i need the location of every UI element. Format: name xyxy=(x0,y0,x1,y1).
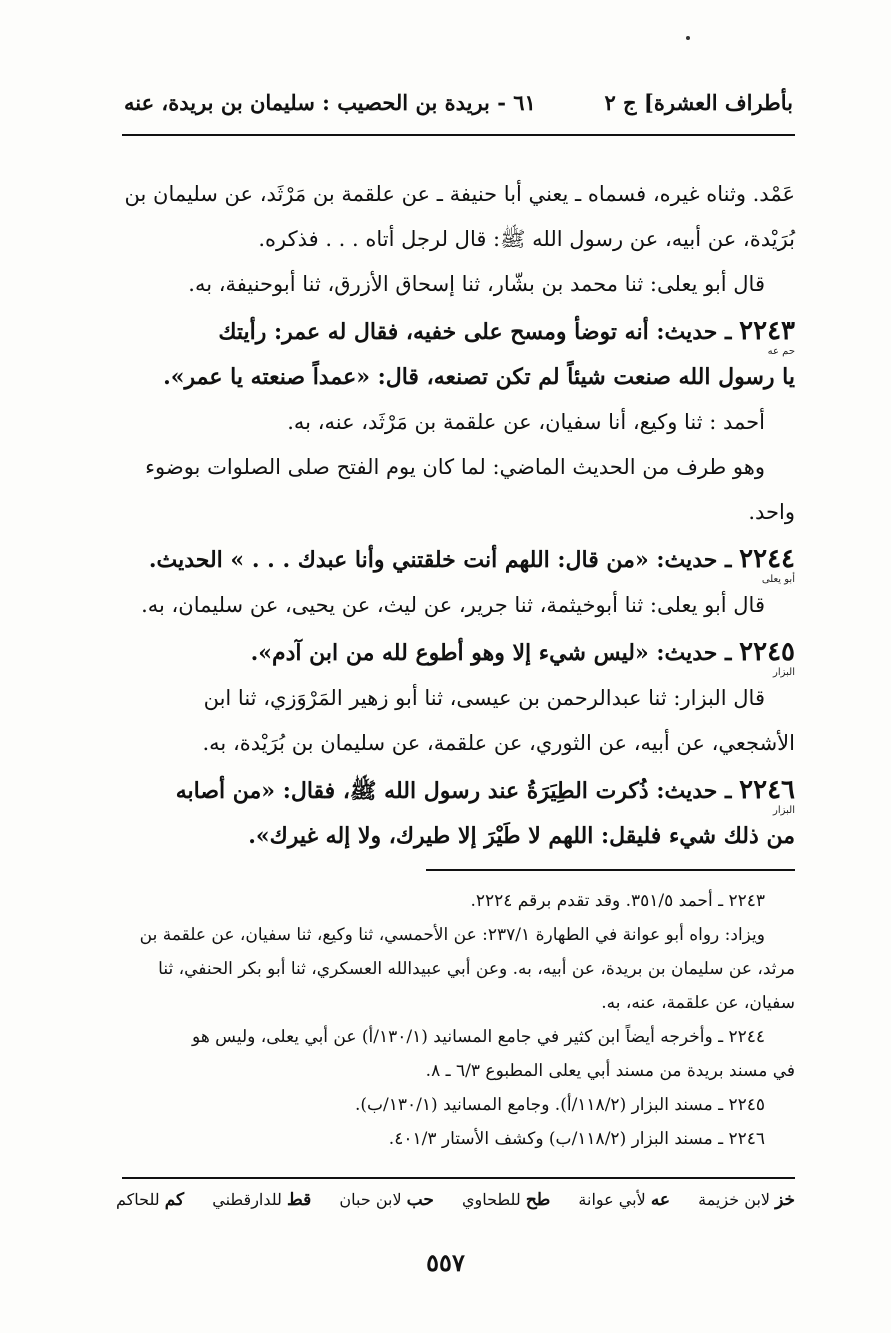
footnote: ٢٢٤٦ ـ مسند البزار (١١٨/٢/ب) وكشف الأستار ٤٠١/٣. xyxy=(388,1129,765,1149)
hadith-number: ٢٢٤٣ xyxy=(739,316,795,346)
abbreviation-item: كم للحاكم xyxy=(116,1190,185,1210)
footnote-line: في مسند بريدة من مسند أبي يعلى المطبوع ٦/٣ ـ ٨. xyxy=(425,1061,795,1081)
isnad-ahmad: أحمد : ثنا وكيع، أنا سفيان، عن علقمة بن مَرْثَد، عنه، به. xyxy=(287,410,765,434)
hadith-2246 xyxy=(124,768,795,859)
text-line: قال البزار: ثنا عبدالرحمن بن عيسى، ثنا أبو زهير المَرْوَزي، ثنا ابن xyxy=(203,686,765,710)
page-number: ٥٥٧ xyxy=(426,1248,465,1277)
header-rule xyxy=(122,134,795,136)
abbreviation-item: حب لابن حبان xyxy=(339,1190,434,1210)
speck xyxy=(686,36,690,40)
footnote-rule xyxy=(426,869,795,871)
hadith-number: ٢٢٤٥ xyxy=(739,637,795,667)
footnotes xyxy=(124,884,795,1156)
text-line: بُرَيْدة، عن أبيه، عن رسول الله ﷺ: قال لرجل أتاه . . . فذكره. xyxy=(258,227,795,251)
hadith-2244 xyxy=(124,537,795,585)
abbreviations-key xyxy=(116,1190,795,1210)
abbreviation-item: طح للطحاوي xyxy=(461,1190,551,1210)
footnote-line: ٢٢٤٤ ـ وأخرجه أيضاً ابن كثير في جامع المسانيد (١٣٠/١/أ) عن أبي يعلى، وليس هو xyxy=(192,1027,765,1047)
hadith-2243 xyxy=(124,309,795,400)
abbreviation-item: عه لأبي عوانة xyxy=(578,1190,671,1210)
footnote-line: مرثد، عن سليمان بن بريدة، عن أبيه، به. وعن أبي عبيدالله العسكري، ثنا أبو بكر الحنفي، ثنا xyxy=(158,959,795,979)
hadith-text: ـ حديث: «ليس شيء إلا وهو أطوع لله من ابن آدم». xyxy=(250,640,732,666)
header-volume: بأطراف العشرة] ج ٢ xyxy=(604,90,793,115)
hadith-text: ـ حديث: ذُكرت الطِيَرَةُ عند رسول الله ﷺ، فقال: «من أصابه xyxy=(175,778,732,804)
hadith-text: ـ حديث: «من قال: اللهم أنت خلقتني وأنا عبدك . . . » الحديث. xyxy=(148,547,732,573)
hadith-number: ٢٢٤٤ xyxy=(739,544,795,574)
text-line: الأشجعي، عن أبيه، عن الثوري، عن علقمة، عن سليمان بن بُرَيْدة، به. xyxy=(202,731,795,755)
text-line: واحد. xyxy=(748,500,795,524)
margin-source: حم عه xyxy=(767,346,795,357)
isnad-abu-yala: قال أبو يعلى: ثنا محمد بن بشّار، ثنا إسحاق الأزرق، ثنا أبوحنيفة، به. xyxy=(188,272,765,296)
abbreviation-item: قط للدارقطني xyxy=(212,1190,312,1210)
isnad-abu-yala-2: قال أبو يعلى: ثنا أبوخيثمة، ثنا جرير، عن ليث، عن يحيى، عن سليمان، به. xyxy=(141,593,765,617)
hadith-text: يا رسول الله صنعت شيئاً لم تكن تصنعه، قال: «عمداً صنعته يا عمر». xyxy=(163,364,795,390)
abbreviations-rule xyxy=(122,1177,795,1179)
hadith-2245 xyxy=(124,630,795,678)
main-text xyxy=(124,172,795,859)
footnote-line: سفيان، عن علقمة، عنه، به. xyxy=(601,993,795,1013)
footnote-line: ويزاد: رواه أبو عوانة في الطهارة ٢٣٧/١: عن الأحمسي، ثنا وكيع، ثنا سفيان، عن علقمة بن xyxy=(139,925,765,945)
text-line: عَمْد. وثناه غيره، فسماه ـ يعني أبا حنيفة ـ عن علقمة بن مَرْثَد، عن سليمان بن xyxy=(124,182,795,206)
margin-source: البزار xyxy=(773,667,795,678)
footnote: ٢٢٤٥ ـ مسند البزار (١١٨/٢/أ). وجامع المسانيد (١٣٠/١/ب). xyxy=(355,1095,765,1115)
isnad-bazzar xyxy=(124,676,795,766)
margin-source: أبو يعلى xyxy=(761,574,795,585)
footnote: ٢٢٤٣ ـ أحمد ٣٥١/٥. وقد تقدم برقم ٢٢٢٤. xyxy=(470,891,765,911)
hadith-number: ٢٢٤٦ xyxy=(739,775,795,805)
paragraph xyxy=(124,172,795,262)
hadith-text: ـ حديث: أنه توضأ ومسح على خفيه، فقال له عمر: رأيتك xyxy=(218,319,732,345)
margin-source: البزار xyxy=(773,805,795,816)
text-line: وهو طرف من الحديث الماضي: لما كان يوم الفتح صلى الصلوات بوضوء xyxy=(145,455,765,479)
footnote xyxy=(124,918,795,1020)
header-chapter: ٦١ - بريدة بن الحصيب : سليمان بن بريدة، عنه xyxy=(124,90,536,115)
commentary xyxy=(124,445,795,535)
abbreviation-item: خز لابن خزيمة xyxy=(698,1190,795,1210)
hadith-text: من ذلك شيء فليقل: اللهم لا طَيْرَ إلا طيرك، ولا إله غيرك». xyxy=(248,823,795,849)
footnote xyxy=(124,1020,795,1088)
